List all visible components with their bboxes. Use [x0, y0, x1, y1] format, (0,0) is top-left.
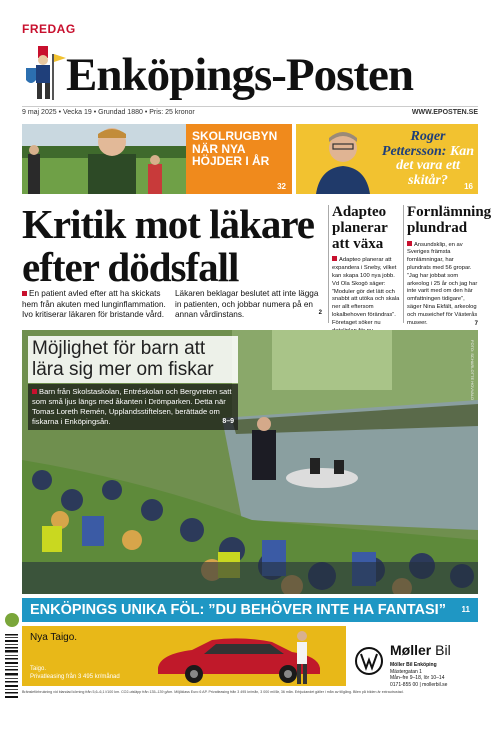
rugby-teaser-page: 32: [277, 182, 286, 191]
side-headline: Fornlämning plundrad: [407, 204, 492, 236]
main-lead: [22, 289, 322, 321]
side-page-ref: 7: [474, 320, 478, 327]
red-bullet-icon: [22, 291, 27, 296]
dealer-hours: Mån–fre 9–18, lör 10–14: [390, 675, 445, 681]
side-text-body: Ansundsklip, en av Sveriges främsta fornlämningar, har plundrats med 56 gropar. ”Jag har jobbat som arkeolog i 25 år och jag har inte varit med om den här omfattningen tidigare”, säger Nina Ekfält, arkeolog och museichef för Västerås museer.: [407, 241, 478, 326]
columnist-portrait: [310, 124, 376, 194]
column-teaser-question: Kan det vara ett skitår?: [396, 143, 475, 189]
side-text: [407, 241, 478, 328]
photo-credit: FOTO: SCHARLOTTE HOVVALD: [470, 340, 475, 401]
fish-story-text: [28, 384, 238, 430]
newspaper-title: Enköpings-Posten: [66, 49, 414, 101]
fish-story-body: Barn från Skolstaskolan, Entréskolan och Bergvreten satt som små ljus längs med åkanten i Drömparken. Detta när Tomas Loreth Remén, Upplandsstiftelsen, berättade om fiskarna i Enköpingsån.: [32, 387, 232, 427]
side-story-adapteo[interactable]: [332, 205, 400, 343]
date-line: [22, 106, 478, 119]
dealer-brand-name: Møller: [390, 642, 432, 658]
vw-logo-icon: [354, 646, 384, 676]
rugby-teaser-title: SKOLRUGBYN NÄR NYA HÖJDER I ÅR: [192, 129, 278, 169]
website-link[interactable]: WWW.EPOSTEN.SE: [411, 109, 478, 116]
ad-model: Taigo.: [30, 666, 47, 672]
dealer-phone: 0171-855 00 | mollerbil.se: [390, 681, 448, 688]
dealer-info[interactable]: [352, 626, 478, 686]
column-teaser[interactable]: [296, 124, 478, 194]
red-bullet-icon: [332, 256, 337, 261]
foal-story-banner[interactable]: [22, 598, 478, 622]
columnist-name: Roger Pettersson:: [381, 129, 447, 159]
main-headline[interactable]: Kritik mot läkare efter dödsfall: [22, 201, 314, 290]
column-divider: [403, 205, 404, 323]
banner-text: ENKÖPINGS UNIKA FÖL: ”DU BEHÖVER INTE HA FANTASI”: [30, 602, 446, 618]
ad-headline: Nya Taigo.: [30, 632, 78, 643]
ad-fine-print: Bränsleförbrukning vid blandad körning från 5,6–6,1 l/100 km. CO2-utsläpp från 135–139 g/km. Miljöklass Euro 6 AP. Privatleasing från 3 495 kr/mån, 3 000 mil/år, 36 mån. Erbjudandet gäller i mån av tillgång. Bilen på bilden är extrautrustad.: [22, 690, 404, 694]
car-advertisement[interactable]: [22, 626, 346, 686]
barcode-icon: [3, 612, 20, 708]
red-bullet-icon: [407, 241, 412, 246]
main-page-ref: 2: [318, 310, 322, 317]
ad-price: Privatleasing från 3 495 kr/månad: [30, 673, 120, 680]
dealer-name: Möller Bil Enköping: [390, 662, 437, 668]
weekday: FREDAG: [22, 22, 76, 36]
person-figure: [292, 628, 312, 686]
fish-story-page-ref: 8–9: [222, 418, 234, 426]
ad-subtext: [30, 666, 120, 682]
dealer-brand-suffix: Bil: [435, 642, 451, 658]
side-story-fornlamning[interactable]: [407, 204, 492, 328]
side-text-body: Adapteo planerar att expandera i Sneby, vilket kan skapa 100 nya jobb. Vd Ola Skogö säger: ”Moduler gör det lätt och snabbt att utöka och skala ner allt eftersom lokalbehoven förändras”. Företaget söker nu: [332, 257, 400, 326]
rugby-teaser[interactable]: [186, 124, 292, 194]
fish-story-headline[interactable]: Möjlighet för barn att lära sig mer om fiskar: [28, 336, 238, 383]
column-teaser-title: [380, 130, 476, 189]
red-bullet-icon: [32, 389, 37, 394]
column-divider: [328, 205, 329, 323]
dealer-contact: [390, 662, 478, 688]
banner-page-ref: 11: [461, 605, 470, 614]
dealer-address: Mästergatan 1: [390, 668, 422, 675]
date-line-text: 9 maj 2025 • Vecka 19 • Grundad 1880 • Pris: 25 kronor: [22, 109, 195, 116]
column-teaser-page: 16: [464, 182, 473, 191]
knight-icon: [24, 40, 68, 102]
main-lead-text: En patient avled efter att ha skickats hem från akuten med lunginflammation. Ivo kritiserar läkaren för bristande vård. Läkaren beklagar beslutet att inte lägga in patienten, och jobbar numera på en annan vårdinstans.: [22, 289, 319, 320]
side-headline: Adapteo planerar att växa: [332, 204, 388, 252]
dealer-brand: [390, 642, 451, 658]
